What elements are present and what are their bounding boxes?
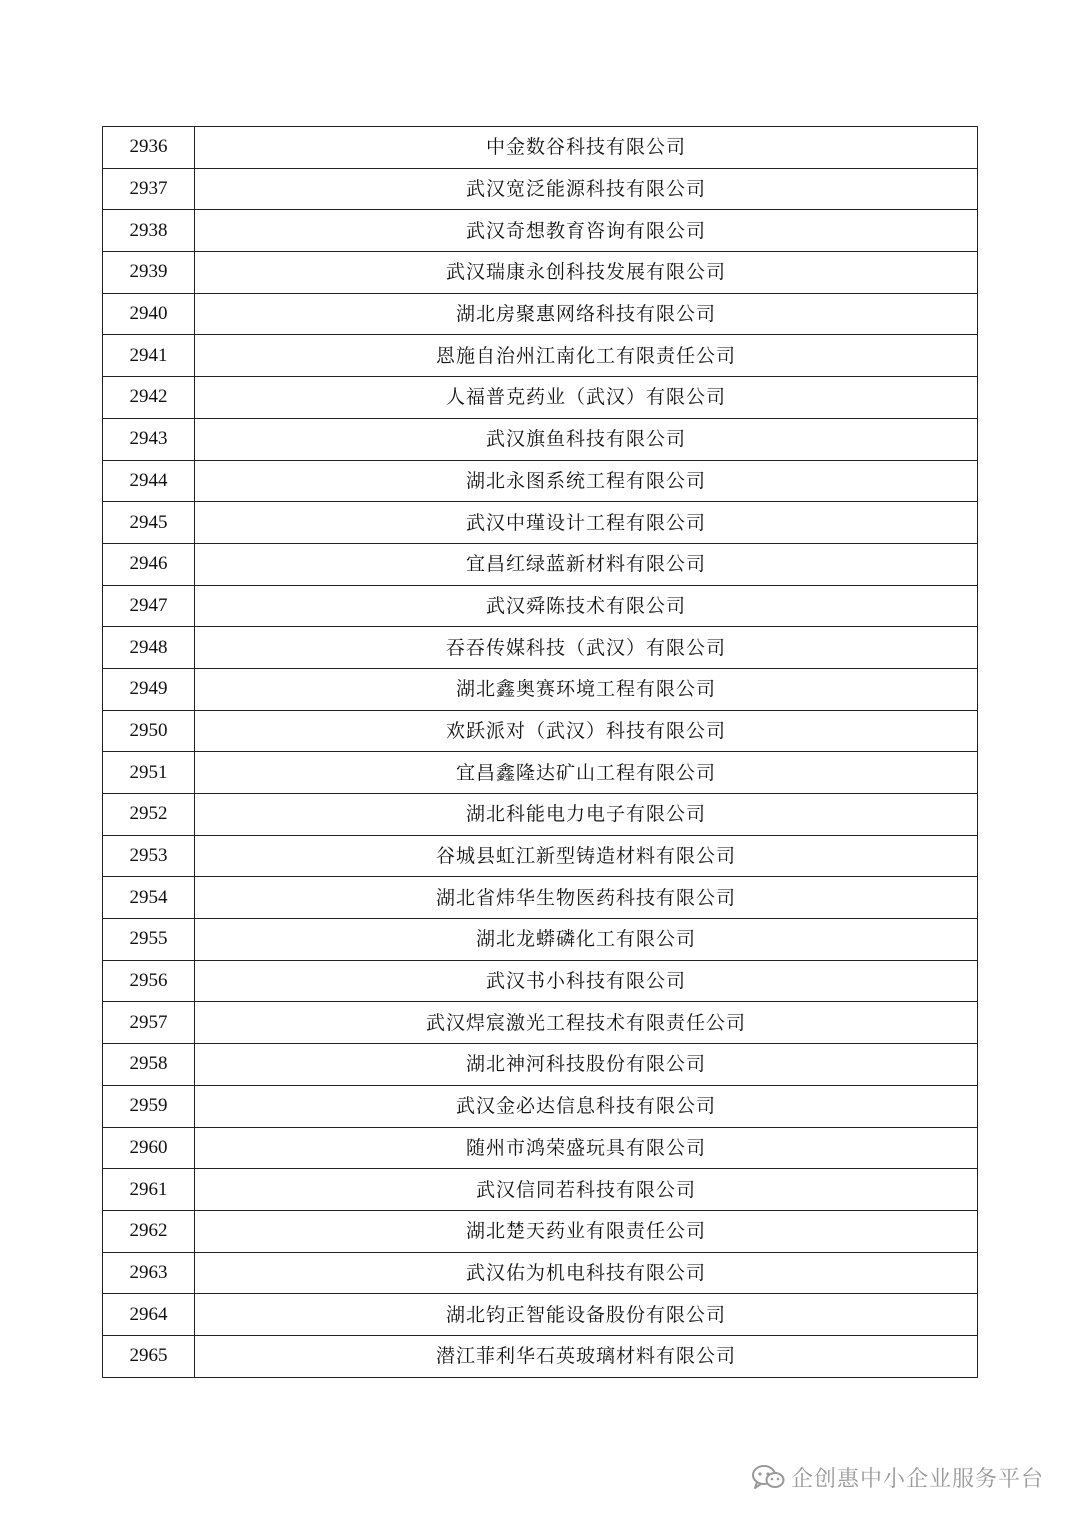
table-row	[103, 1127, 978, 1169]
table-row	[103, 627, 978, 669]
company-name-cell: 武汉奇想教育咨询有限公司	[195, 210, 978, 252]
watermark	[751, 1461, 1044, 1493]
row-number-cell: 2958	[103, 1044, 195, 1086]
row-number-cell: 2936	[103, 127, 195, 169]
company-name-cell: 吞吞传媒科技（武汉）有限公司	[195, 627, 978, 669]
row-number-cell: 2948	[103, 627, 195, 669]
company-name-cell: 湖北钧正智能设备股份有限公司	[195, 1294, 978, 1336]
table-row	[103, 543, 978, 585]
company-name-cell: 武汉信同若科技有限公司	[195, 1169, 978, 1211]
row-number-cell: 2951	[103, 752, 195, 794]
row-number-cell: 2943	[103, 418, 195, 460]
row-number-cell: 2962	[103, 1210, 195, 1252]
row-number-cell: 2947	[103, 585, 195, 627]
row-number-cell: 2956	[103, 960, 195, 1002]
company-name-cell: 湖北龙蟒磷化工有限公司	[195, 919, 978, 961]
table-row	[103, 1044, 978, 1086]
company-name-cell: 中金数谷科技有限公司	[195, 127, 978, 169]
company-name-cell: 武汉金必达信息科技有限公司	[195, 1085, 978, 1127]
row-number-cell: 2965	[103, 1335, 195, 1377]
company-name-cell: 湖北楚天药业有限责任公司	[195, 1210, 978, 1252]
table-row	[103, 127, 978, 169]
company-name-cell: 武汉焊宸激光工程技术有限责任公司	[195, 1002, 978, 1044]
company-name-cell: 谷城县虹江新型铸造材料有限公司	[195, 835, 978, 877]
table-row	[103, 794, 978, 836]
company-name-cell: 欢跃派对（武汉）科技有限公司	[195, 710, 978, 752]
table-row	[103, 418, 978, 460]
row-number-cell: 2945	[103, 502, 195, 544]
wechat-icon	[751, 1463, 785, 1491]
row-number-cell: 2946	[103, 543, 195, 585]
table-row	[103, 1335, 978, 1377]
table-row	[103, 1210, 978, 1252]
table-row	[103, 335, 978, 377]
table-row	[103, 919, 978, 961]
company-name-cell: 恩施自治州江南化工有限责任公司	[195, 335, 978, 377]
row-number-cell: 2964	[103, 1294, 195, 1336]
table-row	[103, 168, 978, 210]
row-number-cell: 2960	[103, 1127, 195, 1169]
row-number-cell: 2942	[103, 377, 195, 419]
company-name-cell: 湖北神河科技股份有限公司	[195, 1044, 978, 1086]
company-name-cell: 宜昌鑫隆达矿山工程有限公司	[195, 752, 978, 794]
row-number-cell: 2944	[103, 460, 195, 502]
company-name-cell: 武汉书小科技有限公司	[195, 960, 978, 1002]
row-number-cell: 2957	[103, 1002, 195, 1044]
table-row	[103, 668, 978, 710]
company-name-cell: 武汉舜陈技术有限公司	[195, 585, 978, 627]
table-row	[103, 960, 978, 1002]
table-row	[103, 1002, 978, 1044]
row-number-cell: 2953	[103, 835, 195, 877]
company-name-cell: 湖北科能电力电子有限公司	[195, 794, 978, 836]
row-number-cell: 2949	[103, 668, 195, 710]
company-name-cell: 武汉瑞康永创科技发展有限公司	[195, 252, 978, 294]
table-row	[103, 460, 978, 502]
table-row	[103, 210, 978, 252]
company-name-cell: 湖北省炜华生物医药科技有限公司	[195, 877, 978, 919]
company-name-cell: 武汉佑为机电科技有限公司	[195, 1252, 978, 1294]
row-number-cell: 2963	[103, 1252, 195, 1294]
row-number-cell: 2941	[103, 335, 195, 377]
row-number-cell: 2954	[103, 877, 195, 919]
table-row	[103, 1294, 978, 1336]
table-row	[103, 293, 978, 335]
table-row	[103, 877, 978, 919]
row-number-cell: 2955	[103, 919, 195, 961]
row-number-cell: 2961	[103, 1169, 195, 1211]
company-name-cell: 宜昌红绿蓝新材料有限公司	[195, 543, 978, 585]
row-number-cell: 2940	[103, 293, 195, 335]
row-number-cell: 2959	[103, 1085, 195, 1127]
company-name-cell: 武汉中瑾设计工程有限公司	[195, 502, 978, 544]
company-name-cell: 潜江菲利华石英玻璃材料有限公司	[195, 1335, 978, 1377]
company-name-cell: 武汉旗鱼科技有限公司	[195, 418, 978, 460]
table-row	[103, 752, 978, 794]
row-number-cell: 2937	[103, 168, 195, 210]
table-row	[103, 1169, 978, 1211]
company-name-cell: 湖北鑫奥赛环境工程有限公司	[195, 668, 978, 710]
table-body	[103, 127, 978, 1378]
company-name-cell: 人福普克药业（武汉）有限公司	[195, 377, 978, 419]
table-row	[103, 377, 978, 419]
row-number-cell: 2950	[103, 710, 195, 752]
company-name-cell: 随州市鸿荣盛玩具有限公司	[195, 1127, 978, 1169]
table-row	[103, 585, 978, 627]
row-number-cell: 2938	[103, 210, 195, 252]
table-row	[103, 1252, 978, 1294]
table-row	[103, 502, 978, 544]
company-list-table	[102, 126, 978, 1378]
row-number-cell: 2952	[103, 794, 195, 836]
table-row	[103, 1085, 978, 1127]
company-name-cell: 湖北房聚惠网络科技有限公司	[195, 293, 978, 335]
table-row	[103, 835, 978, 877]
company-name-cell: 武汉宽泛能源科技有限公司	[195, 168, 978, 210]
table-row	[103, 252, 978, 294]
row-number-cell: 2939	[103, 252, 195, 294]
table-row	[103, 710, 978, 752]
watermark-text: 企创惠中小企业服务平台	[790, 1466, 1044, 1492]
company-name-cell: 湖北永图系统工程有限公司	[195, 460, 978, 502]
